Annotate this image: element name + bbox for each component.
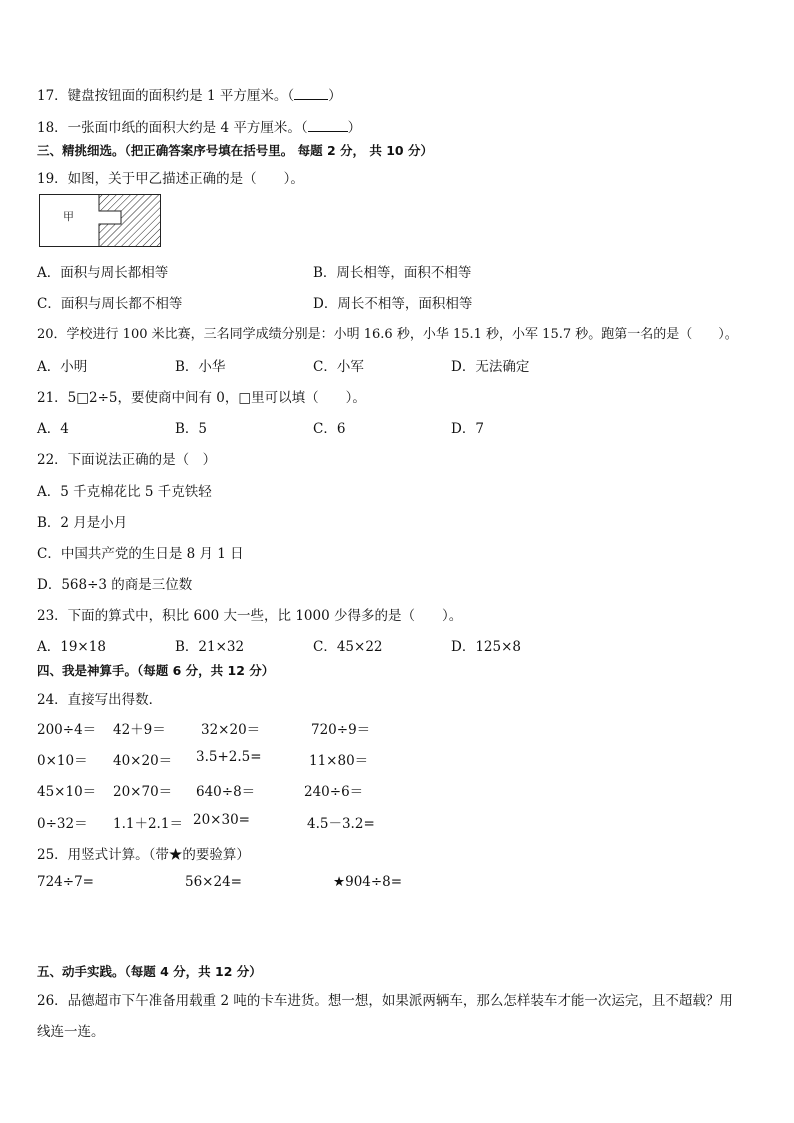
vertical-calc-item: 724÷7=: [37, 874, 94, 890]
option-b[interactable]: B．2 月是小月: [37, 515, 128, 531]
vertical-calc-item: ★904÷8=: [333, 874, 403, 890]
question-26-line-2: 线连一连。: [37, 1024, 105, 1040]
calc-item: 20×70＝: [113, 784, 173, 800]
question-18-text: 18．一张面巾纸的面积大约是 4 平方厘米。（: [37, 120, 308, 136]
option-c[interactable]: C．45×22: [313, 639, 383, 655]
calc-item: 200÷4＝: [37, 722, 97, 738]
calc-item: 42＋9＝: [113, 722, 166, 738]
calc-item: 3.5+2.5=: [196, 749, 262, 765]
section-5-heading: 五、动手实践。（每题 4 分，共 12 分）: [37, 964, 262, 979]
option-d[interactable]: D．周长不相等，面积相等: [313, 296, 473, 312]
question-26-line-1: 26．品德超市下午准备用载重 2 吨的卡车进货。想一想，如果派两辆车，那么怎样装车才能一次运完，且不超载？用: [37, 993, 733, 1009]
calc-item: 240÷6＝: [304, 784, 364, 800]
question-19-stem: 19．如图，关于甲乙描述正确的是（ ）。: [37, 171, 304, 187]
section-3-heading: 三、精挑细选。（把正确答案序号填在括号里。 每题 2 分， 共 10 分）: [37, 143, 433, 158]
option-a[interactable]: A．4: [37, 421, 69, 437]
option-b[interactable]: B．周长相等，面积不相等: [313, 265, 472, 281]
section-4-heading: 四、我是神算手。（每题 6 分，共 12 分）: [37, 663, 275, 678]
option-c[interactable]: C．小军: [313, 359, 364, 375]
calc-item: 11×80＝: [309, 753, 369, 769]
question-19-figure: [39, 194, 161, 247]
option-b[interactable]: B．小华: [175, 359, 226, 375]
calc-item: 0÷32＝: [37, 816, 88, 832]
question-18: 18．一张面巾纸的面积大约是 4 平方厘米。（ ）: [37, 120, 362, 136]
question-17: 17．键盘按钮面的面积约是 1 平方厘米。（ ）: [37, 88, 342, 104]
question-25-stem: 25．用竖式计算。（带★的要验算）: [37, 847, 250, 863]
calc-item: 640÷8＝: [196, 784, 256, 800]
question-24-stem: 24．直接写出得数．: [37, 692, 163, 708]
figure-label-jia: 甲: [63, 210, 74, 223]
option-a[interactable]: A．19×18: [37, 639, 106, 655]
option-c[interactable]: C．6: [313, 421, 346, 437]
question-23-stem: 23．下面的算式中，积比 600 大一些，比 1000 少得多的是（ ）。: [37, 608, 463, 624]
question-17-text: 17．键盘按钮面的面积约是 1 平方厘米。（: [37, 88, 295, 104]
option-d[interactable]: D．无法确定: [451, 359, 530, 375]
option-d[interactable]: D．568÷3 的商是三位数: [37, 577, 193, 593]
calc-item: 45×10＝: [37, 784, 97, 800]
option-b[interactable]: B．21×32: [175, 639, 245, 655]
calc-item: 1.1＋2.1＝: [113, 816, 183, 832]
vertical-calc-item: 56×24=: [185, 874, 242, 890]
calc-item: 4.5－3.2=: [307, 816, 375, 832]
option-a[interactable]: A．面积与周长都相等: [37, 265, 169, 281]
question-21-stem: 21．5□2÷5，要使商中间有 0，□里可以填（ ）。: [37, 390, 366, 406]
option-a[interactable]: A．5 千克棉花比 5 千克铁轻: [37, 484, 212, 500]
answer-blank[interactable]: [308, 119, 348, 132]
option-a[interactable]: A．小明: [37, 359, 88, 375]
option-b[interactable]: B．5: [175, 421, 208, 437]
answer-blank[interactable]: [294, 87, 328, 100]
option-c[interactable]: C．面积与周长都不相等: [37, 296, 183, 312]
calc-item: 32×20＝: [201, 722, 261, 738]
question-22-stem: 22．下面说法正确的是（ ）: [37, 452, 217, 468]
calc-item: 0×10＝: [37, 753, 88, 769]
option-c[interactable]: C．中国共产党的生日是 8 月 1 日: [37, 546, 244, 562]
option-d[interactable]: D．125×8: [451, 639, 521, 655]
calc-item: 40×20＝: [113, 753, 173, 769]
question-20-stem: 20．学校进行 100 米比赛，三名同学成绩分别是：小明 16.6 秒，小华 15.1 秒，小军 15.7 秒。跑第一名的是（ ）。: [37, 327, 738, 342]
option-d[interactable]: D．7: [451, 421, 484, 437]
calc-item: 720÷9＝: [311, 722, 371, 738]
calc-item: 20×30=: [193, 812, 250, 828]
